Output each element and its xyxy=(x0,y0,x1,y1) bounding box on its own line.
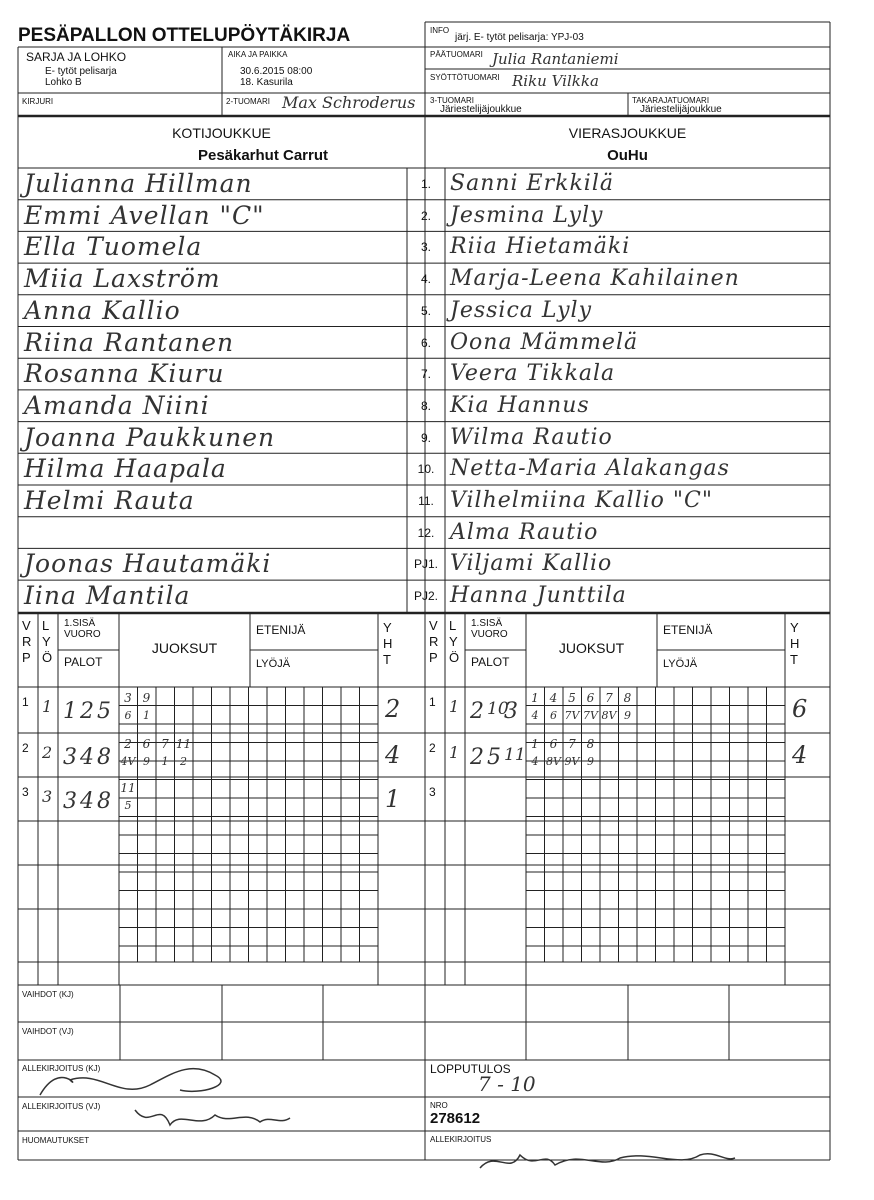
lyoja-header: LYÖJÄ xyxy=(663,658,698,670)
run-top: 9 xyxy=(142,691,151,705)
run-top: 8 xyxy=(586,737,595,751)
home-player-name: Anna Kallio xyxy=(24,295,181,325)
sarja-label: SARJA JA LOHKO xyxy=(26,50,127,64)
run-top: 3 xyxy=(124,691,132,705)
run-top: 7 xyxy=(568,737,576,751)
palot-value: 2 xyxy=(470,699,484,724)
aika-value-1: 30.6.2015 08:00 xyxy=(240,66,313,77)
inning-total: 6 xyxy=(792,695,808,723)
inning-total: 4 xyxy=(385,741,401,769)
home-team-name: Pesäkarhut Carrut xyxy=(197,147,329,164)
vrp-header: V xyxy=(22,618,31,633)
player-number: PJ1. xyxy=(413,557,438,572)
run-bottom: 6 xyxy=(124,709,132,722)
inning-number: 1 xyxy=(429,695,436,709)
inning-number: 2 xyxy=(22,741,29,755)
yht-header: H xyxy=(383,636,393,651)
lopputulos-value: 7 - 10 xyxy=(478,1072,536,1096)
away-player-name: Veera Tikkala xyxy=(450,361,616,387)
palot-value: 3 xyxy=(504,699,518,724)
inning-lyo: 1 xyxy=(42,697,53,716)
lopputulos-label: LOPPUTULOS xyxy=(430,1062,511,1076)
yht-header: Y xyxy=(790,620,799,635)
player-number: 7. xyxy=(420,367,431,382)
inning-lyo: 3 xyxy=(42,787,53,806)
palot-value: 11 xyxy=(504,745,526,765)
away-player-name: Riia Hietamäki xyxy=(450,234,631,260)
palot-value: 3 xyxy=(63,789,77,814)
player-number: 1. xyxy=(420,177,431,191)
allekirjoitus-kj-label: ALLEKIRJOITUS (KJ) xyxy=(22,1064,101,1073)
run-top: 6 xyxy=(142,737,151,751)
run-bottom: 6 xyxy=(550,709,557,722)
inning-lyo: 2 xyxy=(42,743,53,762)
allekirjoitus-label: ALLEKIRJOITUS xyxy=(430,1135,492,1144)
away-player-name: Netta-Maria Alakangas xyxy=(450,456,730,482)
tuomari2-value: Max Schroderus xyxy=(282,93,416,112)
paatuomari-value: Julia Rantaniemi xyxy=(492,50,619,68)
run-top: 11 xyxy=(175,737,192,751)
etenija-header: ETENIJÄ xyxy=(256,623,306,637)
syottotuomari-label: SYÖTTÖTUOMARI xyxy=(430,73,500,82)
inning-number: 1 xyxy=(22,695,29,709)
huomautukset-label: HUOMAUTUKSET xyxy=(22,1136,90,1145)
run-top: 8 xyxy=(623,691,632,705)
run-bottom: 1 xyxy=(161,755,169,768)
inning-lyo: 1 xyxy=(449,743,460,762)
palot-value: 1 xyxy=(63,699,77,724)
sisa-header: 1.SISÄ VUORO xyxy=(471,618,508,640)
run-top: 1 xyxy=(531,737,539,751)
run-bottom: 4V xyxy=(120,755,136,768)
away-player-name: Viljami Kallio xyxy=(450,551,613,577)
lyo-header: Y xyxy=(42,634,51,649)
palot-value: 10 xyxy=(487,699,509,719)
palot-value: 4 xyxy=(80,745,94,770)
aika-label: AIKA JA PAIKKA xyxy=(228,50,288,59)
tuomari3-value: Järiestelijäjoukkue xyxy=(440,104,522,115)
home-player-name: Helmi Rauta xyxy=(24,486,195,515)
vrp-header: V xyxy=(429,618,438,633)
tuomari2-label: 2-TUOMARI xyxy=(226,97,270,106)
palot-header: PALOT xyxy=(64,655,103,669)
run-bottom: 2 xyxy=(180,755,187,768)
yht-header: T xyxy=(790,652,798,667)
home-player-name: Rosanna Kiuru xyxy=(24,359,225,389)
palot-value: 8 xyxy=(97,789,111,814)
run-top: 11 xyxy=(120,781,136,795)
home-team-label: KOTIJOUKKUE xyxy=(172,125,271,141)
vrp-header: R xyxy=(22,634,32,649)
home-player-name: Miia Laxström xyxy=(24,264,221,294)
nro-value: 278612 xyxy=(430,1110,481,1127)
run-bottom: 5 xyxy=(124,799,132,812)
vrp-header: P xyxy=(22,650,31,665)
away-player-name: Kia Hannus xyxy=(450,392,590,418)
lyo-header: Ö xyxy=(42,650,53,665)
player-number: 9. xyxy=(420,430,431,445)
inning-total: 1 xyxy=(385,785,401,813)
run-top: 4 xyxy=(549,691,558,705)
lyo-header: Y xyxy=(449,634,458,649)
takaraja-label: TAKARAJATUOMARI xyxy=(632,96,710,105)
player-number: 6. xyxy=(420,335,431,350)
inning-lyo: 1 xyxy=(449,697,460,716)
palot-value: 5 xyxy=(487,745,501,770)
info-value: järj. E- tytöt pelisarja: YPJ-03 xyxy=(455,32,584,43)
away-player-name: Hanna Junttila xyxy=(450,583,627,609)
away-player-name: Jessica Lyly xyxy=(450,297,593,323)
palot-value: 5 xyxy=(97,699,111,724)
etenija-header: ETENIJÄ xyxy=(663,623,713,637)
home-player-name: Joanna Paukkunen xyxy=(24,422,276,452)
juoksut-header: JUOKSUT xyxy=(151,640,218,656)
takaraja-value: Järiestelijäjoukkue xyxy=(640,104,722,115)
run-bottom: 1 xyxy=(143,709,150,722)
run-top: 6 xyxy=(549,737,558,751)
player-number: 4. xyxy=(420,272,431,287)
aika-value-2: 18. Kasurila xyxy=(240,77,293,88)
palot-value: 2 xyxy=(80,699,94,724)
home-player-name: Riina Rantanen xyxy=(24,327,235,357)
away-player-name: Marja-Leena Kahilainen xyxy=(450,266,740,292)
sarja-value-2: Lohko B xyxy=(45,77,82,88)
player-number: PJ2. xyxy=(413,589,438,604)
away-team-label: VIERASJOUKKUE xyxy=(568,125,687,141)
run-bottom: 7V xyxy=(564,709,580,722)
away-player-name: Wilma Rautio xyxy=(450,424,613,450)
run-bottom: 7V xyxy=(583,709,598,722)
inning-number: 2 xyxy=(429,741,436,755)
player-number: 3. xyxy=(420,240,431,255)
palot-value: 8 xyxy=(97,745,111,770)
run-bottom: 8V xyxy=(546,755,561,768)
tuomari3-label: 3-TUOMARI xyxy=(430,96,474,105)
run-top: 7 xyxy=(605,691,613,705)
sisa-header: 1.SISÄ VUORO xyxy=(64,618,101,640)
run-top: 2 xyxy=(124,737,132,751)
lyo-header: L xyxy=(42,618,50,633)
nro-label: NRO xyxy=(430,1101,448,1110)
lyo-header: Ö xyxy=(449,650,460,665)
player-number: 2. xyxy=(420,208,431,223)
lyoja-header: LYÖJÄ xyxy=(256,658,291,670)
home-player-name: Joonas Hautamäki xyxy=(24,549,272,579)
run-bottom: 8V xyxy=(601,709,617,722)
syottotuomari-value: Riku Vilkka xyxy=(512,72,599,90)
away-team-name: OuHu xyxy=(607,147,648,164)
player-number: 11. xyxy=(418,494,434,508)
home-player-name: Iina Mantila xyxy=(24,581,191,611)
away-player-name: Vilhelmiina Kallio "C" xyxy=(450,488,713,513)
info-label: INFO xyxy=(430,26,450,35)
home-player-name: Hilma Haapala xyxy=(24,454,227,484)
vaihdot-kj-label: VAIHDOT (KJ) xyxy=(22,990,74,999)
vrp-header: R xyxy=(429,634,439,649)
away-player-name: Alma Rautio xyxy=(450,519,599,545)
run-top: 5 xyxy=(568,691,576,705)
home-player-name: Emmi Avellan "C" xyxy=(24,200,265,230)
player-number: 10. xyxy=(417,462,435,477)
run-bottom: 9 xyxy=(143,755,150,768)
yht-header: H xyxy=(790,636,800,651)
away-player-name: Oona Mämmelä xyxy=(450,329,639,355)
juoksut-header: JUOKSUT xyxy=(558,640,625,656)
player-number: 5. xyxy=(420,303,431,318)
run-bottom: 9V xyxy=(564,755,580,768)
vrp-header: P xyxy=(429,650,438,665)
lyo-header: L xyxy=(449,618,457,633)
run-top: 7 xyxy=(161,737,169,751)
kirjuri-label: KIRJURI xyxy=(22,97,54,106)
away-player-name: Sanni Erkkilä xyxy=(450,171,614,196)
home-player-name: Ella Tuomela xyxy=(24,232,203,262)
inning-number: 3 xyxy=(22,785,29,799)
inning-total: 2 xyxy=(385,695,401,723)
yht-header: Y xyxy=(383,620,392,635)
away-player-name: Jesmina Lyly xyxy=(450,202,604,228)
palot-value: 4 xyxy=(80,789,94,814)
player-number: 12. xyxy=(417,525,435,540)
run-top: 1 xyxy=(531,691,539,705)
run-bottom: 9 xyxy=(587,755,594,768)
palot-value: 3 xyxy=(63,745,77,770)
yht-header: T xyxy=(383,652,391,667)
inning-number: 3 xyxy=(429,785,436,799)
run-bottom: 4 xyxy=(531,755,539,768)
home-player-name: Julianna Hillman xyxy=(24,169,253,198)
palot-value: 2 xyxy=(470,745,484,770)
sarja-value-1: E- tytöt pelisarja xyxy=(45,66,117,77)
home-player-name: Amanda Niini xyxy=(24,390,210,420)
form-title: PESÄPALLON OTTELUPÖYTÄKIRJA xyxy=(18,25,351,46)
run-top: 6 xyxy=(586,691,595,705)
paatuomari-label: PÄÄTUOMARI xyxy=(430,50,483,59)
run-bottom: 4 xyxy=(531,709,539,722)
run-bottom: 9 xyxy=(624,709,631,722)
allekirjoitus-vj-label: ALLEKIRJOITUS (VJ) xyxy=(22,1102,101,1111)
inning-total: 4 xyxy=(792,741,808,769)
vaihdot-vj-label: VAIHDOT (VJ) xyxy=(22,1027,74,1036)
player-number: 8. xyxy=(420,398,431,413)
palot-header: PALOT xyxy=(471,655,510,669)
